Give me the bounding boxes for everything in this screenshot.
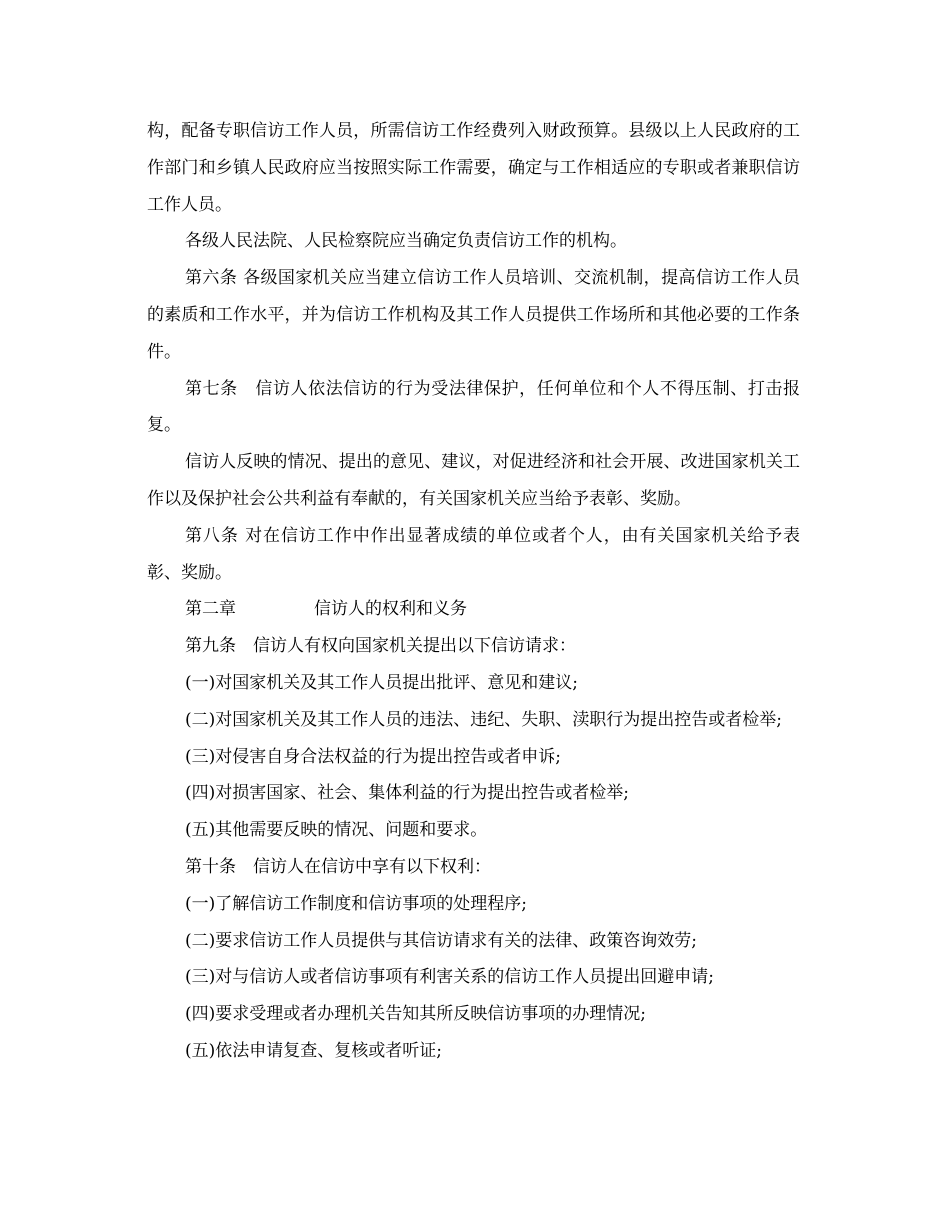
paragraph-article-6: 第六条 各级国家机关应当建立信访工作人员培训、交流机制，提高信访工作人员的素质和工作水平，并为信访工作机构及其工作人员提供工作场所和其他必要的工作条件。 bbox=[147, 268, 800, 362]
list-item: (一)了解信访工作制度和信访事项的处理程序; bbox=[185, 893, 527, 914]
list-item: (二)要求信访工作人员提供与其信访请求有关的法律、政策咨询效劳; bbox=[185, 930, 697, 951]
paragraph-article-7: 第七条 信访人依法信访的行为受法律保护，任何单位和个人不得压制、打击报复。 bbox=[147, 378, 800, 436]
chapter-heading bbox=[147, 591, 800, 628]
chapter-title: 信访人的权利和义务 bbox=[314, 599, 467, 620]
paragraph-article-10: 第十条 信访人在信访中享有以下权利： bbox=[185, 856, 491, 877]
list-item: (四)要求受理或者办理机关告知其所反映信访事项的办理情况; bbox=[185, 1004, 646, 1025]
list-item: (二)对国家机关及其工作人员的违法、违纪、失职、渎职行为提出控告或者检举; bbox=[185, 709, 782, 730]
paragraph-article-7-reward: 信访人反映的情况、提出的意见、建议，对促进经济和社会开展、改进国家机关工作以及保护社会公共利益有奉献的，有关国家机关应当给予表彰、奖励。 bbox=[147, 452, 800, 509]
paragraph-article-8: 第八条 对在信访工作中作出显著成绩的单位或者个人，由有关国家机关给予表彰、奖励。 bbox=[147, 525, 800, 583]
list-item: (五)其他需要反映的情况、问题和要求。 bbox=[185, 820, 488, 841]
list-item: (三)对与信访人或者信访事项有利害关系的信访工作人员提出回避申请; bbox=[185, 967, 714, 988]
paragraph-courts: 各级人民法院、人民检察院应当确定负责信访工作的机构。 bbox=[185, 231, 627, 252]
document-body bbox=[147, 113, 800, 1070]
list-item: (四)对损害国家、社会、集体利益的行为提出控告或者检举; bbox=[185, 783, 629, 804]
paragraph-org-staff: 构，配备专职信访工作人员，所需信访工作经费列入财政预算。县级以上人民政府的工作部门和乡镇人民政府应当按照实际工作需要，确定与工作相适应的专职或者兼职信访工作人员。 bbox=[147, 121, 800, 215]
chapter-label: 第二章 bbox=[185, 599, 236, 620]
paragraph-article-9: 第九条 信访人有权向国家机关提出以下信访请求： bbox=[185, 636, 576, 657]
list-item: (一)对国家机关及其工作人员提出批评、意见和建议; bbox=[185, 672, 578, 693]
list-item: (五)依法申请复查、复核或者听证; bbox=[185, 1040, 442, 1061]
list-item: (三)对侵害自身合法权益的行为提出控告或者申诉; bbox=[185, 746, 561, 767]
